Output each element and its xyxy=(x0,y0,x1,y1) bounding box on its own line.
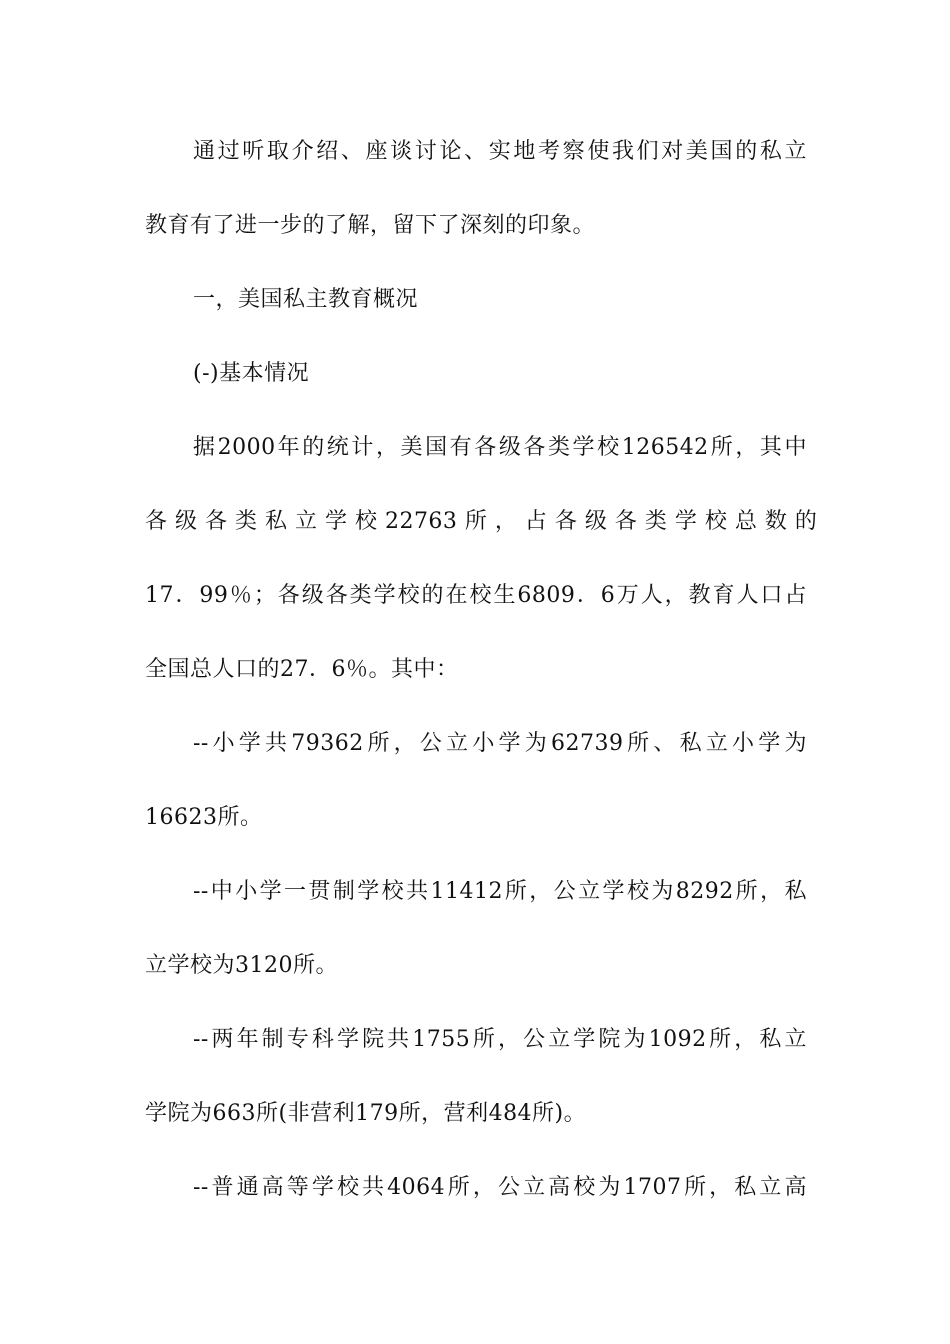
subsection-heading: (-)基本情况 xyxy=(193,361,310,386)
paragraph-line-1: 通过听取介绍、座谈讨论、实地考察使我们对美国的私立 xyxy=(193,139,807,164)
list-item-k12-line-2: 立学校为3120所。 xyxy=(145,953,338,978)
list-item-college-line-2: 学院为663所(非营利179所，营利484所)。 xyxy=(145,1101,587,1126)
list-item-primary-line-1: --小学共79362所，公立小学为62739所、私立小学为 xyxy=(193,731,807,756)
paragraph-line-5: 据2000年的统计，美国有各级各类学校126542所，其中 xyxy=(193,435,807,460)
paragraph-line-8: 全国总人口的27．6％。其中： xyxy=(145,657,459,682)
section-heading: 一，美国私主教育概况 xyxy=(193,287,419,312)
list-item-primary-line-2: 16623所。 xyxy=(145,805,263,830)
paragraph-line-7: 17．99％；各级各类学校的在校生6809．6万人，教育人口占 xyxy=(145,583,807,608)
list-item-college-line-1: --两年制专科学院共1755所，公立学院为1092所，私立 xyxy=(193,1027,807,1052)
list-item-k12-line-1: --中小学一贯制学校共11412所，公立学校为8292所，私 xyxy=(193,879,807,904)
list-item-university-line-1: --普通高等学校共4064所，公立高校为1707所，私立高 xyxy=(193,1175,807,1200)
paragraph-line-6: 各 级 各 类 私 立 学 校 22763 所 ， 占 各 级 各 类 学 校 总 数 的 xyxy=(145,509,818,534)
paragraph-line-2: 教育有了进一步的了解，留下了深刻的印象。 xyxy=(145,213,596,238)
